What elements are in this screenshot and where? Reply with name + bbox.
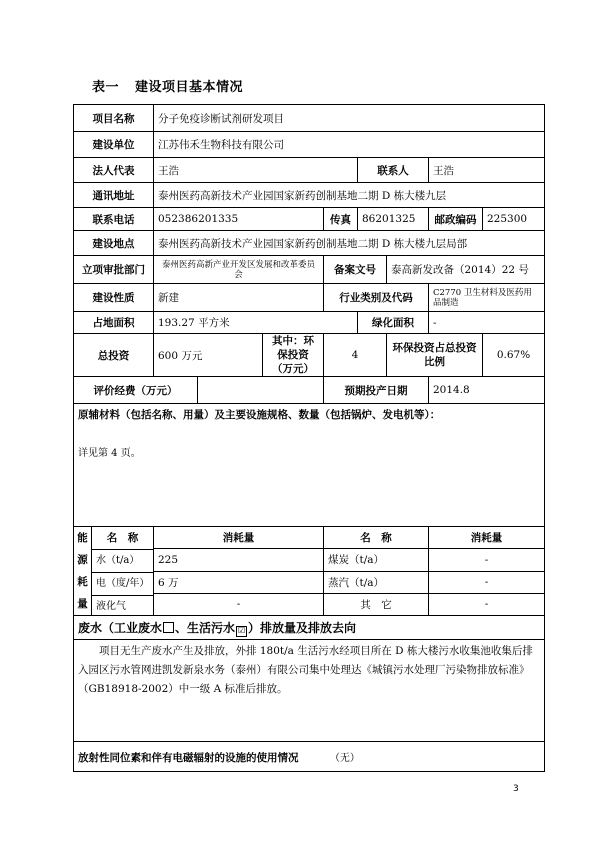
- energy-header-row: [74, 527, 545, 549]
- wastewater-content: 项目无生产废水产生及排放，外排 180t/a 生活污水经项目所在 D 栋大楼污水收集池收集后排入园区污水管网进凯发新泉水务（泰州）有限公司集中处理达《城镇污水处理厂污染物排放标准》（GB18918-2002）中一级 A 标准后排放。: [74, 640, 545, 742]
- record-value: 泰高新发改备（2014）22 号: [387, 256, 545, 284]
- energy-side-char-4: 量: [77, 598, 88, 610]
- address-label: 通讯地址: [74, 183, 154, 208]
- row-nature: [74, 284, 545, 312]
- energy-side-char-1: 能: [77, 532, 88, 544]
- radiation-row: [74, 742, 545, 772]
- energy-side-char-3: 耗: [77, 576, 88, 588]
- row-area: [74, 312, 545, 334]
- page-number: 3: [513, 784, 519, 794]
- industry-value: C2770 卫生材料及医药用品制造: [429, 284, 545, 312]
- env-invest-label: 其中：环保投资（万元）: [263, 334, 324, 377]
- energy-col-name-1: 名 称: [92, 527, 153, 550]
- energy-side-char-2: 源: [77, 554, 88, 566]
- fax-label: 传真: [324, 208, 358, 231]
- nature-value: 新建: [154, 284, 324, 312]
- project-name-label: 项目名称: [74, 105, 154, 132]
- energy-col-name-2: 名 称: [324, 527, 429, 549]
- energy-col-amount-2: 消耗量: [429, 527, 545, 549]
- area-label: 占地面积: [74, 312, 154, 334]
- radiation-value: （无）: [329, 752, 360, 764]
- row-unit: [74, 132, 545, 158]
- wastewater-label-pre: 废水（工业废水: [78, 620, 163, 635]
- section-heading: 建设项目基本情况: [135, 80, 244, 95]
- env-invest-value: 4: [324, 334, 387, 377]
- wastewater-content-row: [74, 640, 545, 742]
- industry-label: 行业类别及代码: [324, 284, 429, 312]
- record-label: 备案文号: [324, 256, 387, 284]
- wastewater-label: [74, 616, 545, 640]
- green-value: -: [429, 312, 545, 334]
- contact-value: 王浩: [429, 158, 545, 183]
- invest-value: 600 万元: [154, 334, 263, 377]
- energy-name-electricity: 电（度/年）: [92, 573, 153, 596]
- address-value: 泰州医药高新技术产业园国家新药创制基地二期 D 栋大楼九层: [154, 183, 545, 208]
- green-label: 绿化面积: [358, 312, 429, 334]
- domestic-wastewater-checkbox: ☑: [237, 625, 246, 635]
- approval-dept-label: 立项审批部门: [74, 256, 154, 284]
- row-legal: [74, 158, 545, 183]
- fax-value: 86201325: [358, 208, 429, 231]
- energy-value-water: 225: [154, 549, 324, 571]
- unit-value: 江苏伟禾生物科技有限公司: [154, 132, 545, 158]
- contact-label: 联系人: [358, 158, 429, 183]
- energy-value-steam: -: [429, 571, 545, 593]
- row-eval: [74, 377, 545, 404]
- site-value: 泰州医药高新技术产业园国家新药创制基地二期 D 栋大楼九层局部: [154, 231, 545, 256]
- site-label: 建设地点: [74, 231, 154, 256]
- project-info-table: [73, 104, 545, 772]
- invest-label: 总投资: [74, 334, 154, 377]
- materials-cell: [74, 404, 545, 527]
- energy-side-label: [74, 527, 154, 616]
- energy-name-coal: 煤炭（t/a）: [324, 549, 429, 571]
- env-ratio-value: 0.67%: [483, 334, 545, 377]
- project-name-value: 分子免疫诊断试剂研发项目: [154, 105, 545, 132]
- section-title: [92, 76, 243, 95]
- start-date-value: 2014.8: [429, 377, 545, 404]
- energy-value-other: -: [429, 593, 545, 615]
- legal-value: 王浩: [154, 158, 358, 183]
- row-invest: [74, 334, 545, 377]
- row-phone: [74, 208, 545, 231]
- row-site: [74, 231, 545, 256]
- energy-name-lpg: 液化气: [96, 601, 126, 612]
- radiation-cell: [74, 742, 545, 772]
- energy-value-electricity: 6 万: [154, 571, 324, 593]
- start-date-label: 预期投产日期: [324, 377, 429, 404]
- eval-fee-value: [198, 377, 324, 404]
- unit-label: 建设单位: [74, 132, 154, 158]
- energy-name-water: 水（t/a）: [92, 550, 153, 573]
- row-approval: [74, 256, 545, 284]
- nature-label: 建设性质: [74, 284, 154, 312]
- energy-name-steam: 蒸汽（t/a）: [324, 571, 429, 593]
- industrial-wastewater-checkbox: [163, 622, 174, 633]
- section-number: 表一: [92, 80, 120, 95]
- phone-label: 联系电话: [74, 208, 154, 231]
- legal-label: 法人代表: [74, 158, 154, 183]
- row-address: [74, 183, 545, 208]
- materials-label: 原辅材料（包括名称、用量）及主要设施规格、数量（包括锅炉、发电机等）：: [78, 409, 441, 421]
- energy-col-amount-1: 消耗量: [154, 527, 324, 549]
- approval-dept-value: 泰州医药高新产业开发区发展和改革委员会: [154, 256, 324, 284]
- wastewater-label-post: ）排放量及排放去向: [248, 620, 357, 635]
- postcode-value: 225300: [483, 208, 545, 231]
- eval-fee-label: 评价经费（万元）: [74, 377, 198, 404]
- wastewater-label-row: [74, 616, 545, 640]
- area-value: 193.27 平方米: [154, 312, 358, 334]
- env-ratio-label: 环保投资占总投资比例: [387, 334, 483, 377]
- row-materials: [74, 404, 545, 527]
- energy-value-lpg: -: [154, 593, 324, 615]
- wastewater-label-mid: 、生活污水: [175, 620, 236, 635]
- phone-value: 052386201335: [154, 208, 324, 231]
- energy-value-coal: -: [429, 549, 545, 571]
- radiation-label: 放射性同位素和伴有电磁辐射的设施的使用情况: [78, 751, 299, 764]
- materials-content: 详见第 4 页。: [78, 448, 141, 459]
- row-project-name: [74, 105, 545, 132]
- postcode-label: 邮政编码: [429, 208, 483, 231]
- energy-name-other: 其 它: [324, 593, 429, 615]
